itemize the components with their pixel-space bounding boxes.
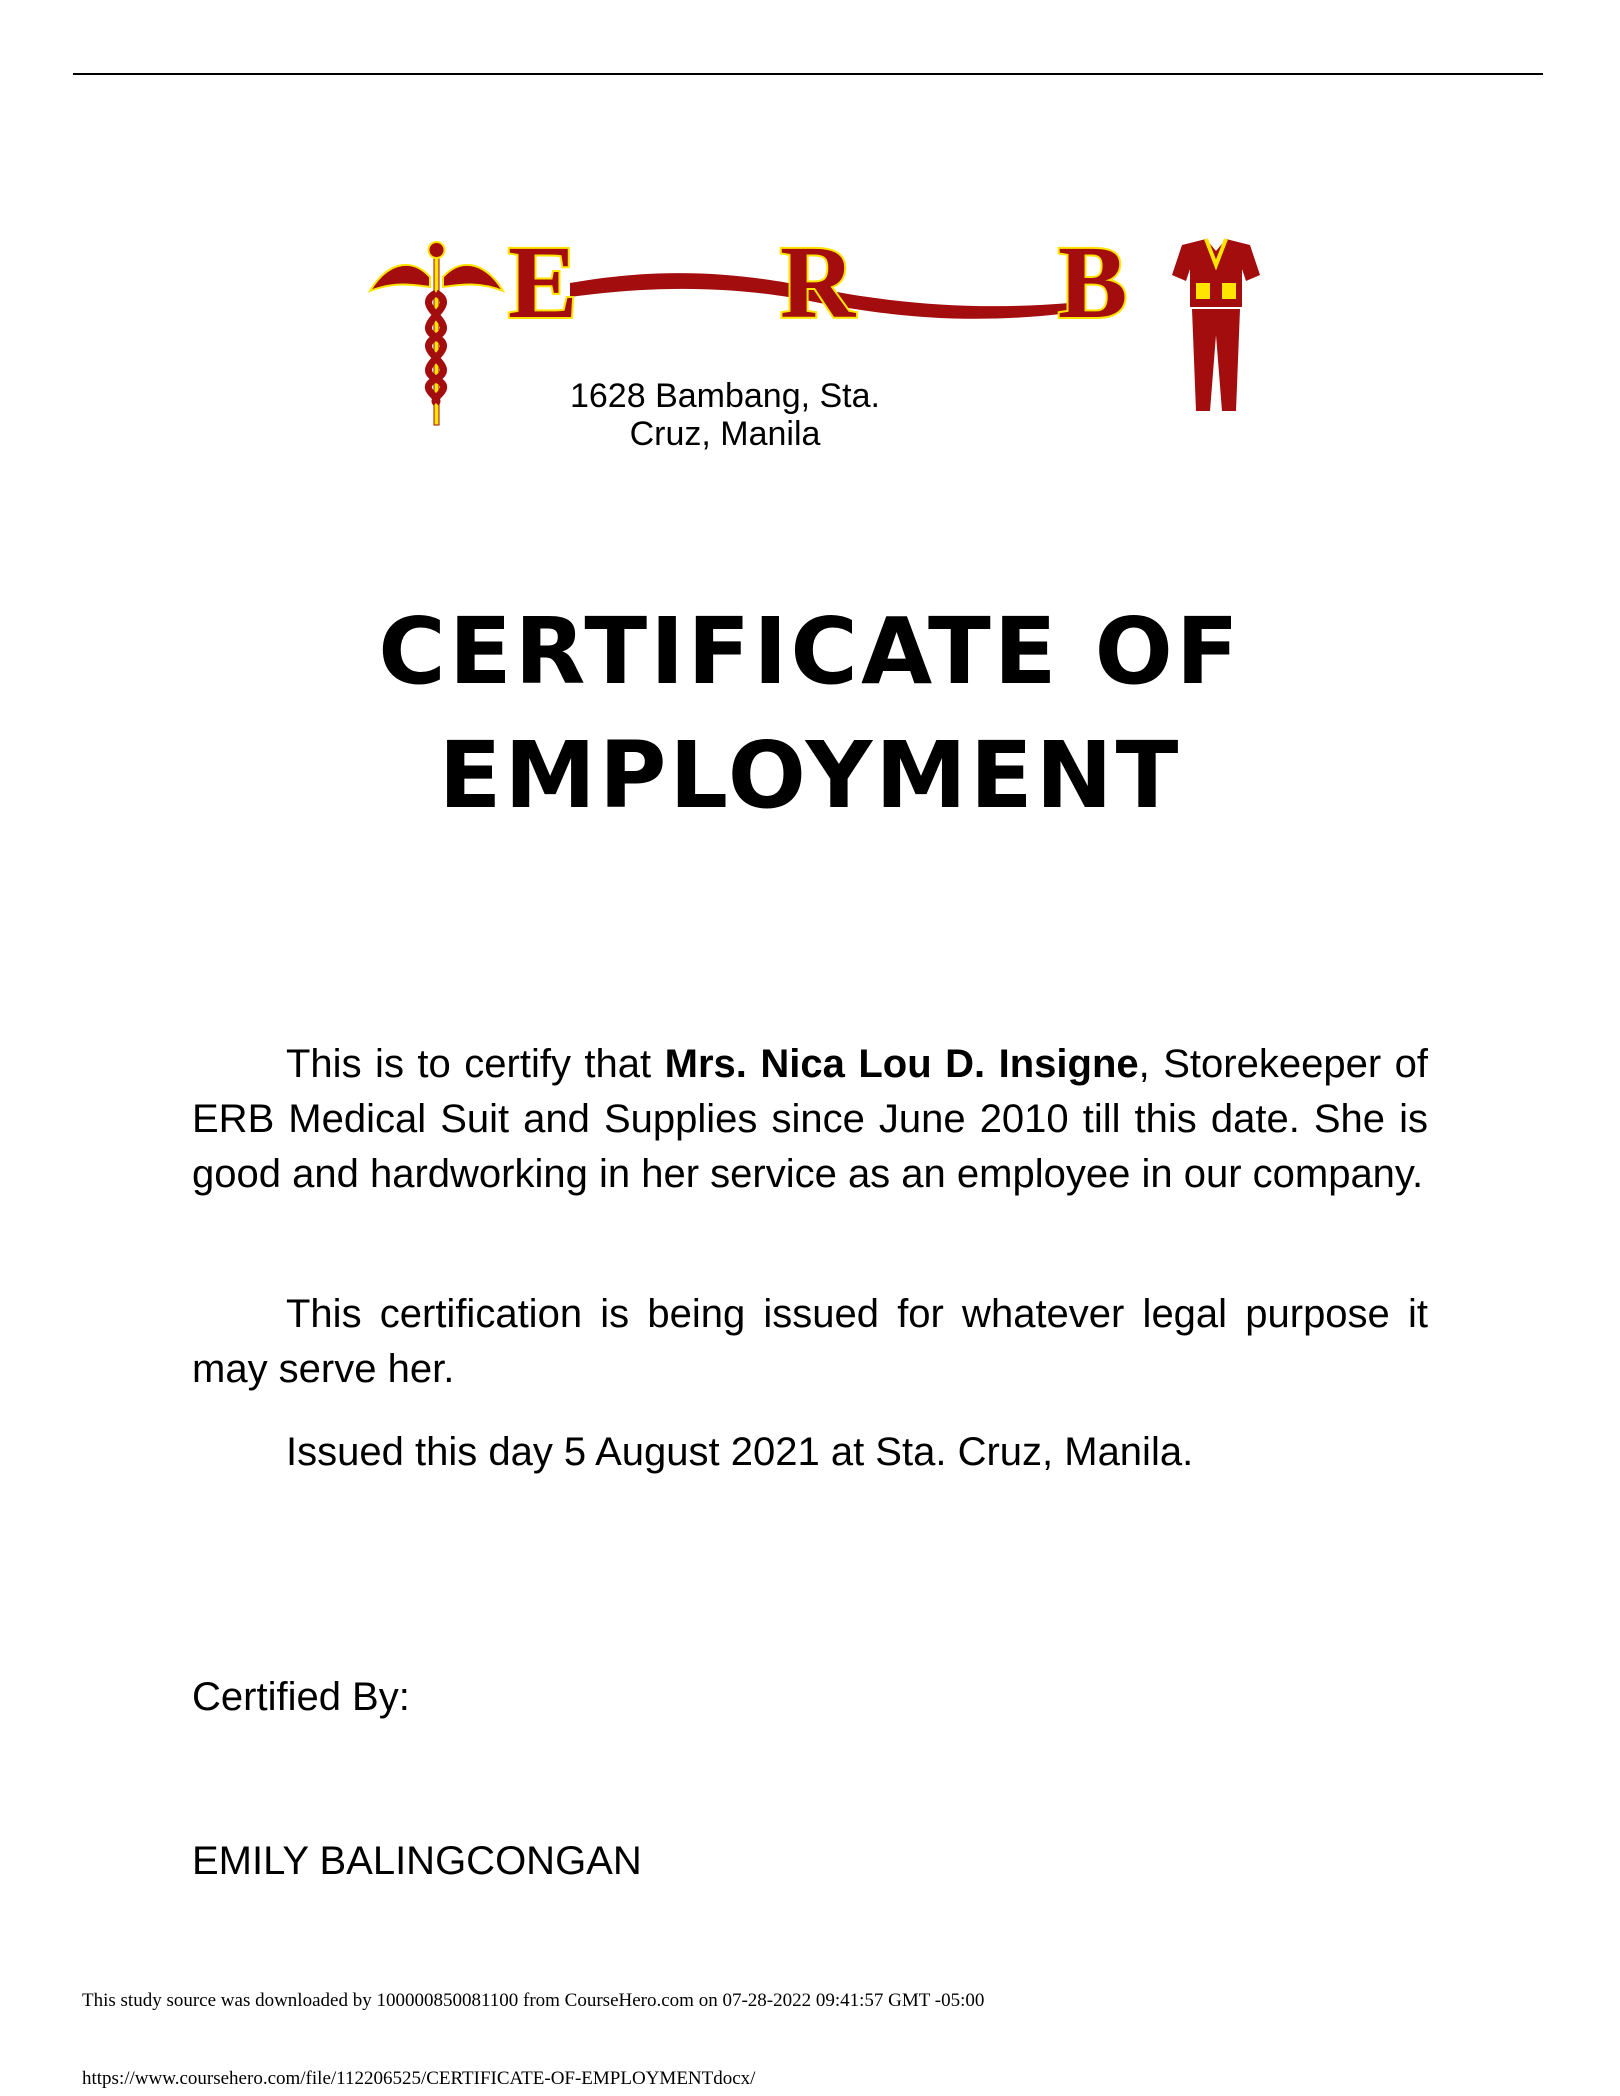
issued-paragraph: Issued this day 5 August 2021 at Sta. Cruz, Manila. <box>286 1430 1194 1474</box>
title-line-1: CERTIFICATE OF <box>378 598 1242 705</box>
logo-letter-b: B <box>1058 225 1128 340</box>
logo-letter-e: E <box>508 225 578 340</box>
download-notice: This study source was downloaded by 100000850081100 from CourseHero.com on 07-28-2022 09:41:57 GMT -05:00 <box>82 1990 985 2011</box>
logo-letter-r: R <box>780 225 856 340</box>
signer-name: EMILY BALINGCONGAN <box>192 1839 642 1883</box>
company-address: 1628 Bambang, Sta. Cruz, Manila <box>569 377 880 453</box>
source-url[interactable]: https://www.coursehero.com/file/112206525/CERTIFICATE-OF-EMPLOYMENTdocx/ <box>82 2068 756 2089</box>
purpose-paragraph: This certification is being issued for whatever legal purpose it may serve her. <box>192 1292 1428 1391</box>
paragraph1-prefix: This is to certify that <box>286 1042 665 1086</box>
page-title <box>0 590 1620 838</box>
certification-paragraph <box>192 1037 1428 1202</box>
paragraph1-suffix: , Storekeeper of ERB Medical Suit and Supplies since June 2010 till this date. She is good and hardworking in her service as an employee in our company. <box>192 1042 1429 1196</box>
uniform-icon <box>1172 239 1260 411</box>
caduceus-icon <box>370 242 503 425</box>
erb-logo <box>370 225 1270 453</box>
employee-name: Mrs. Nica Lou D. Insigne <box>664 1042 1139 1086</box>
top-divider <box>73 73 1543 75</box>
certified-by-label: Certified By: <box>192 1675 410 1719</box>
title-line-2: EMPLOYMENT <box>438 722 1182 829</box>
